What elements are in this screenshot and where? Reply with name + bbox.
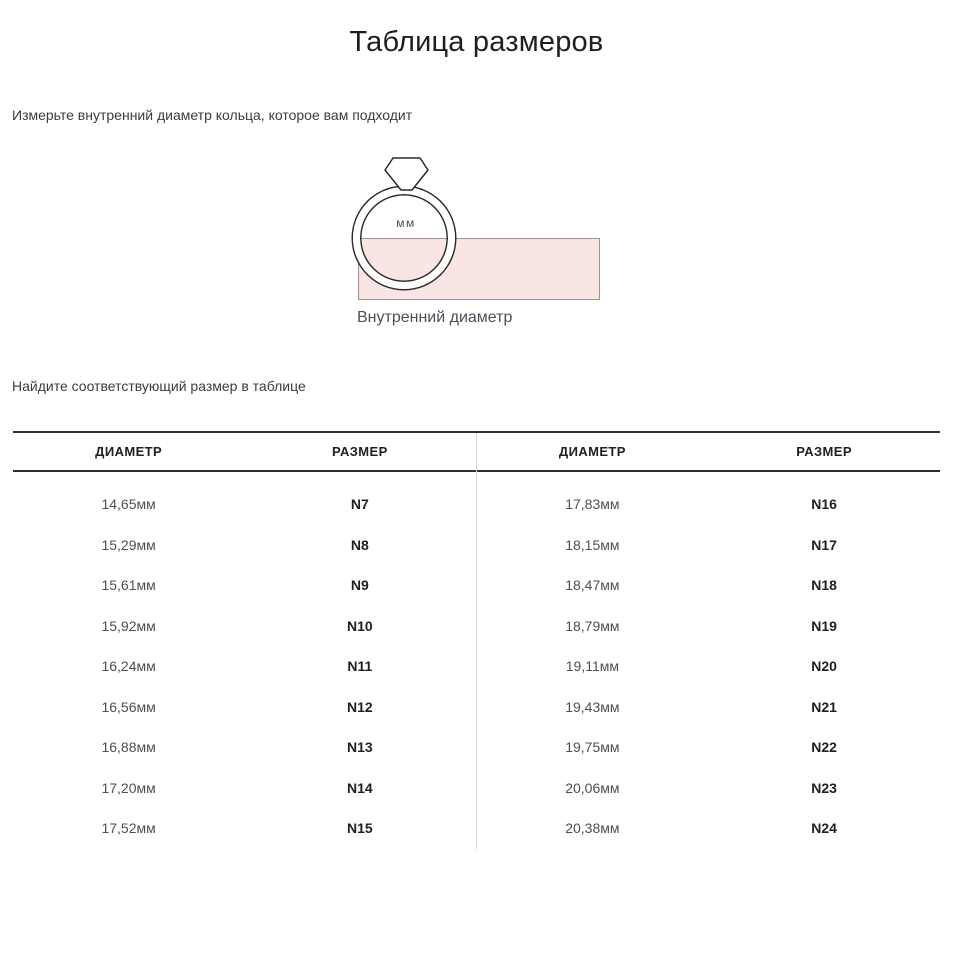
ruler-unit-label: мм (396, 216, 416, 230)
size-cell: N12 (347, 698, 373, 715)
size-cell: N15 (347, 820, 373, 837)
diameter-cell: 20,06мм (565, 779, 620, 796)
table-header-row (477, 433, 941, 472)
diameter-cell: 16,24мм (101, 658, 156, 675)
page-title: Таблица размеров (349, 26, 604, 58)
diamond-icon (382, 155, 432, 197)
table-row (13, 727, 476, 768)
diameter-cell: 15,29мм (101, 536, 156, 553)
diameter-cell: 14,65мм (101, 496, 156, 513)
table-row (13, 768, 476, 809)
table-row (477, 606, 941, 647)
table-header-row (13, 433, 476, 472)
instruction-find: Найдите соответствующий размер в таблице (12, 378, 306, 394)
table-row (13, 646, 476, 687)
size-cell: N9 (350, 577, 369, 594)
diameter-cell: 20,38мм (565, 820, 620, 837)
size-cell: N10 (347, 617, 373, 634)
instruction-measure: Измерьте внутренний диаметр кольца, которое вам подходит (12, 107, 413, 123)
size-table (13, 431, 940, 849)
size-cell: N16 (811, 496, 837, 513)
size-cell: N23 (811, 779, 837, 796)
diameter-cell: 17,20мм (101, 779, 156, 796)
size-cell: N19 (811, 617, 837, 634)
diameter-cell: 19,75мм (565, 739, 620, 756)
ring-icon (353, 187, 455, 289)
table-row (477, 484, 941, 525)
diameter-cell: 17,52мм (101, 820, 156, 837)
size-cell: N7 (350, 496, 369, 513)
size-cell: N8 (350, 536, 369, 553)
table-row (13, 808, 476, 849)
table-row (13, 565, 476, 606)
header-diameter: ДИАМЕТР (95, 444, 163, 459)
diameter-cell: 16,88мм (101, 739, 156, 756)
table-row (477, 687, 941, 728)
size-cell: N14 (347, 779, 373, 796)
diameter-cell: 18,15мм (565, 536, 620, 553)
diameter-cell: 18,47мм (565, 577, 620, 594)
header-size: РАЗМЕР (332, 444, 388, 459)
size-table-right (477, 433, 941, 849)
size-cell: N13 (347, 739, 373, 756)
size-cell: N21 (811, 698, 837, 715)
size-cell: N18 (811, 577, 837, 594)
diameter-cell: 15,61мм (101, 577, 156, 594)
table-row (13, 687, 476, 728)
size-cell: N17 (811, 536, 837, 553)
diameter-cell: 19,43мм (565, 698, 620, 715)
table-row (13, 525, 476, 566)
table-row (477, 525, 941, 566)
table-body (477, 472, 941, 849)
size-cell: N24 (811, 820, 837, 837)
diameter-cell: 18,79мм (565, 617, 620, 634)
table-row (13, 484, 476, 525)
diameter-cell: 15,92мм (101, 617, 156, 634)
table-row (477, 565, 941, 606)
table-body (13, 472, 476, 849)
header-size: РАЗМЕР (796, 444, 852, 459)
size-cell: N11 (347, 658, 373, 675)
diameter-cell: 17,83мм (565, 496, 620, 513)
table-row (477, 808, 941, 849)
header-diameter: ДИАМЕТР (558, 444, 626, 459)
table-row (477, 727, 941, 768)
table-row (477, 646, 941, 687)
ring-measurement-illustration (345, 150, 625, 340)
size-cell: N22 (811, 739, 837, 756)
table-row (13, 606, 476, 647)
table-row (477, 768, 941, 809)
size-table-left (13, 433, 477, 849)
diameter-cell: 19,11мм (565, 658, 619, 675)
illustration-caption: Внутренний диаметр (357, 309, 513, 326)
diameter-cell: 16,56мм (101, 698, 156, 715)
size-cell: N20 (811, 658, 837, 675)
